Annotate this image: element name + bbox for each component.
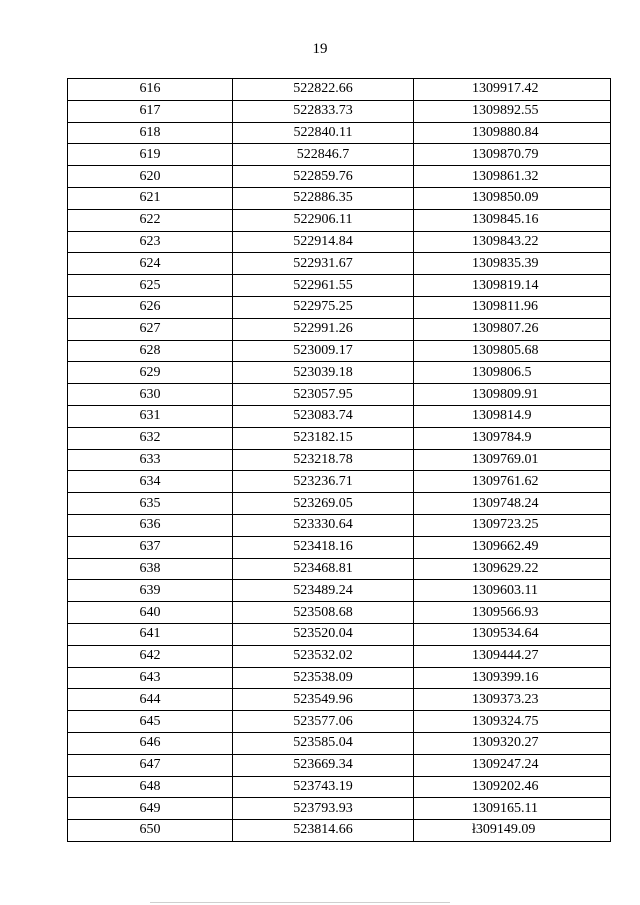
- point-number-cell: 644: [68, 689, 233, 711]
- x-coordinate-cell: 523057.95: [233, 384, 414, 406]
- x-coordinate-cell: 522859.76: [233, 166, 414, 188]
- table-row: [68, 405, 611, 427]
- point-number-cell: 623: [68, 231, 233, 253]
- x-coordinate-cell: 523669.34: [233, 754, 414, 776]
- x-coordinate-cell: 522886.35: [233, 187, 414, 209]
- point-number-cell: 641: [68, 623, 233, 645]
- x-coordinate-cell: 522931.67: [233, 253, 414, 275]
- y-coordinate-cell: 1309807.26: [414, 318, 611, 340]
- y-coordinate-cell: 1309835.39: [414, 253, 611, 275]
- y-coordinate-cell: 1309761.62: [414, 471, 611, 493]
- table-row: [68, 144, 611, 166]
- scan-artifact-line: [150, 902, 450, 903]
- y-coordinate-cell: 1309784.9: [414, 427, 611, 449]
- x-coordinate-cell: 523468.81: [233, 558, 414, 580]
- point-number-cell: 642: [68, 645, 233, 667]
- point-number-cell: 645: [68, 711, 233, 733]
- x-coordinate-cell: 523009.17: [233, 340, 414, 362]
- table-row: [68, 820, 611, 842]
- table-row: [68, 776, 611, 798]
- table-row: [68, 79, 611, 101]
- x-coordinate-cell: 523269.05: [233, 493, 414, 515]
- point-number-cell: 638: [68, 558, 233, 580]
- x-coordinate-cell: 523520.04: [233, 623, 414, 645]
- point-number-cell: 624: [68, 253, 233, 275]
- table-row: [68, 798, 611, 820]
- y-coordinate-cell: 1309811.96: [414, 296, 611, 318]
- x-coordinate-cell: 523508.68: [233, 602, 414, 624]
- y-coordinate-cell: 1309814.9: [414, 405, 611, 427]
- x-coordinate-cell: 523577.06: [233, 711, 414, 733]
- y-coordinate-cell: 1309629.22: [414, 558, 611, 580]
- point-number-cell: 617: [68, 100, 233, 122]
- point-number-cell: 639: [68, 580, 233, 602]
- point-number-cell: 633: [68, 449, 233, 471]
- y-coordinate-cell: 1309850.09: [414, 187, 611, 209]
- point-number-cell: 634: [68, 471, 233, 493]
- x-coordinate-cell: 522914.84: [233, 231, 414, 253]
- table-row: [68, 231, 611, 253]
- x-coordinate-cell: 523532.02: [233, 645, 414, 667]
- coordinates-table: [67, 78, 611, 842]
- point-number-cell: 619: [68, 144, 233, 166]
- x-coordinate-cell: 523814.66: [233, 820, 414, 842]
- x-coordinate-cell: 523538.09: [233, 667, 414, 689]
- table-row: [68, 580, 611, 602]
- point-number-cell: 632: [68, 427, 233, 449]
- x-coordinate-cell: 522975.25: [233, 296, 414, 318]
- x-coordinate-cell: 522840.11: [233, 122, 414, 144]
- table-row: [68, 514, 611, 536]
- y-coordinate-cell: 1309603.11: [414, 580, 611, 602]
- x-coordinate-cell: 523585.04: [233, 732, 414, 754]
- point-number-cell: 635: [68, 493, 233, 515]
- y-coordinate-cell: 1309809.91: [414, 384, 611, 406]
- y-coordinate-cell: 1309566.93: [414, 602, 611, 624]
- table-row: [68, 384, 611, 406]
- table-row: [68, 536, 611, 558]
- y-coordinate-cell: 1309845.16: [414, 209, 611, 231]
- table-row: [68, 754, 611, 776]
- y-coordinate-cell: 1309324.75: [414, 711, 611, 733]
- y-coordinate-cell: 1309165.11: [414, 798, 611, 820]
- table-row: [68, 275, 611, 297]
- y-coordinate-cell: 1309805.68: [414, 340, 611, 362]
- y-coordinate-cell: 1309917.42: [414, 79, 611, 101]
- y-coordinate-cell: 1309373.23: [414, 689, 611, 711]
- y-coordinate-cell: 1309861.32: [414, 166, 611, 188]
- x-coordinate-cell: 523793.93: [233, 798, 414, 820]
- point-number-cell: 630: [68, 384, 233, 406]
- x-coordinate-cell: 523218.78: [233, 449, 414, 471]
- page-number: 19: [312, 41, 328, 57]
- x-coordinate-cell: 522833.73: [233, 100, 414, 122]
- table-row: [68, 667, 611, 689]
- y-coordinate-cell: 1309399.16: [414, 667, 611, 689]
- table-row: [68, 318, 611, 340]
- point-number-cell: 626: [68, 296, 233, 318]
- table-row: [68, 253, 611, 275]
- y-coordinate-cell: 1309819.14: [414, 275, 611, 297]
- table-row: [68, 558, 611, 580]
- y-coordinate-cell: 1309892.55: [414, 100, 611, 122]
- y-coordinate-cell: 1309723.25: [414, 514, 611, 536]
- point-number-cell: 646: [68, 732, 233, 754]
- table-row: [68, 296, 611, 318]
- x-coordinate-cell: 522961.55: [233, 275, 414, 297]
- y-coordinate-cell: 1309843.22: [414, 231, 611, 253]
- table-row: [68, 209, 611, 231]
- point-number-cell: 627: [68, 318, 233, 340]
- table-row: [68, 689, 611, 711]
- table-row: [68, 340, 611, 362]
- x-coordinate-cell: 522846.7: [233, 144, 414, 166]
- table-row: [68, 100, 611, 122]
- y-coordinate-cell: 1309748.24: [414, 493, 611, 515]
- table-row: [68, 362, 611, 384]
- point-number-cell: 649: [68, 798, 233, 820]
- point-number-cell: 628: [68, 340, 233, 362]
- y-coordinate-cell: 1309247.24: [414, 754, 611, 776]
- table-row: [68, 732, 611, 754]
- y-coordinate-cell: 1309534.64: [414, 623, 611, 645]
- y-coordinate-cell: ł309149.09: [414, 820, 611, 842]
- coordinates-table-body: [68, 79, 611, 842]
- table-row: [68, 602, 611, 624]
- table-row: [68, 623, 611, 645]
- x-coordinate-cell: 523418.16: [233, 536, 414, 558]
- y-coordinate-cell: 1309880.84: [414, 122, 611, 144]
- x-coordinate-cell: 523182.15: [233, 427, 414, 449]
- point-number-cell: 650: [68, 820, 233, 842]
- table-row: [68, 427, 611, 449]
- point-number-cell: 616: [68, 79, 233, 101]
- x-coordinate-cell: 522991.26: [233, 318, 414, 340]
- point-number-cell: 622: [68, 209, 233, 231]
- y-coordinate-cell: 1309806.5: [414, 362, 611, 384]
- x-coordinate-cell: 523549.96: [233, 689, 414, 711]
- point-number-cell: 647: [68, 754, 233, 776]
- point-number-cell: 618: [68, 122, 233, 144]
- table-row: [68, 449, 611, 471]
- y-coordinate-cell: 1309769.01: [414, 449, 611, 471]
- y-coordinate-cell: 1309870.79: [414, 144, 611, 166]
- point-number-cell: 629: [68, 362, 233, 384]
- point-number-cell: 620: [68, 166, 233, 188]
- table-row: [68, 122, 611, 144]
- point-number-cell: 643: [68, 667, 233, 689]
- x-coordinate-cell: 523083.74: [233, 405, 414, 427]
- y-coordinate-cell: 1309202.46: [414, 776, 611, 798]
- point-number-cell: 631: [68, 405, 233, 427]
- x-coordinate-cell: 523330.64: [233, 514, 414, 536]
- table-row: [68, 493, 611, 515]
- x-coordinate-cell: 522906.11: [233, 209, 414, 231]
- x-coordinate-cell: 523489.24: [233, 580, 414, 602]
- x-coordinate-cell: 523039.18: [233, 362, 414, 384]
- table-row: [68, 471, 611, 493]
- table-row: [68, 166, 611, 188]
- y-coordinate-cell: 1309662.49: [414, 536, 611, 558]
- table-row: [68, 187, 611, 209]
- point-number-cell: 636: [68, 514, 233, 536]
- x-coordinate-cell: 523236.71: [233, 471, 414, 493]
- table-row: [68, 711, 611, 733]
- y-coordinate-cell: 1309320.27: [414, 732, 611, 754]
- x-coordinate-cell: 523743.19: [233, 776, 414, 798]
- point-number-cell: 648: [68, 776, 233, 798]
- x-coordinate-cell: 522822.66: [233, 79, 414, 101]
- point-number-cell: 621: [68, 187, 233, 209]
- table-row: [68, 645, 611, 667]
- point-number-cell: 637: [68, 536, 233, 558]
- point-number-cell: 640: [68, 602, 233, 624]
- y-coordinate-cell: 1309444.27: [414, 645, 611, 667]
- point-number-cell: 625: [68, 275, 233, 297]
